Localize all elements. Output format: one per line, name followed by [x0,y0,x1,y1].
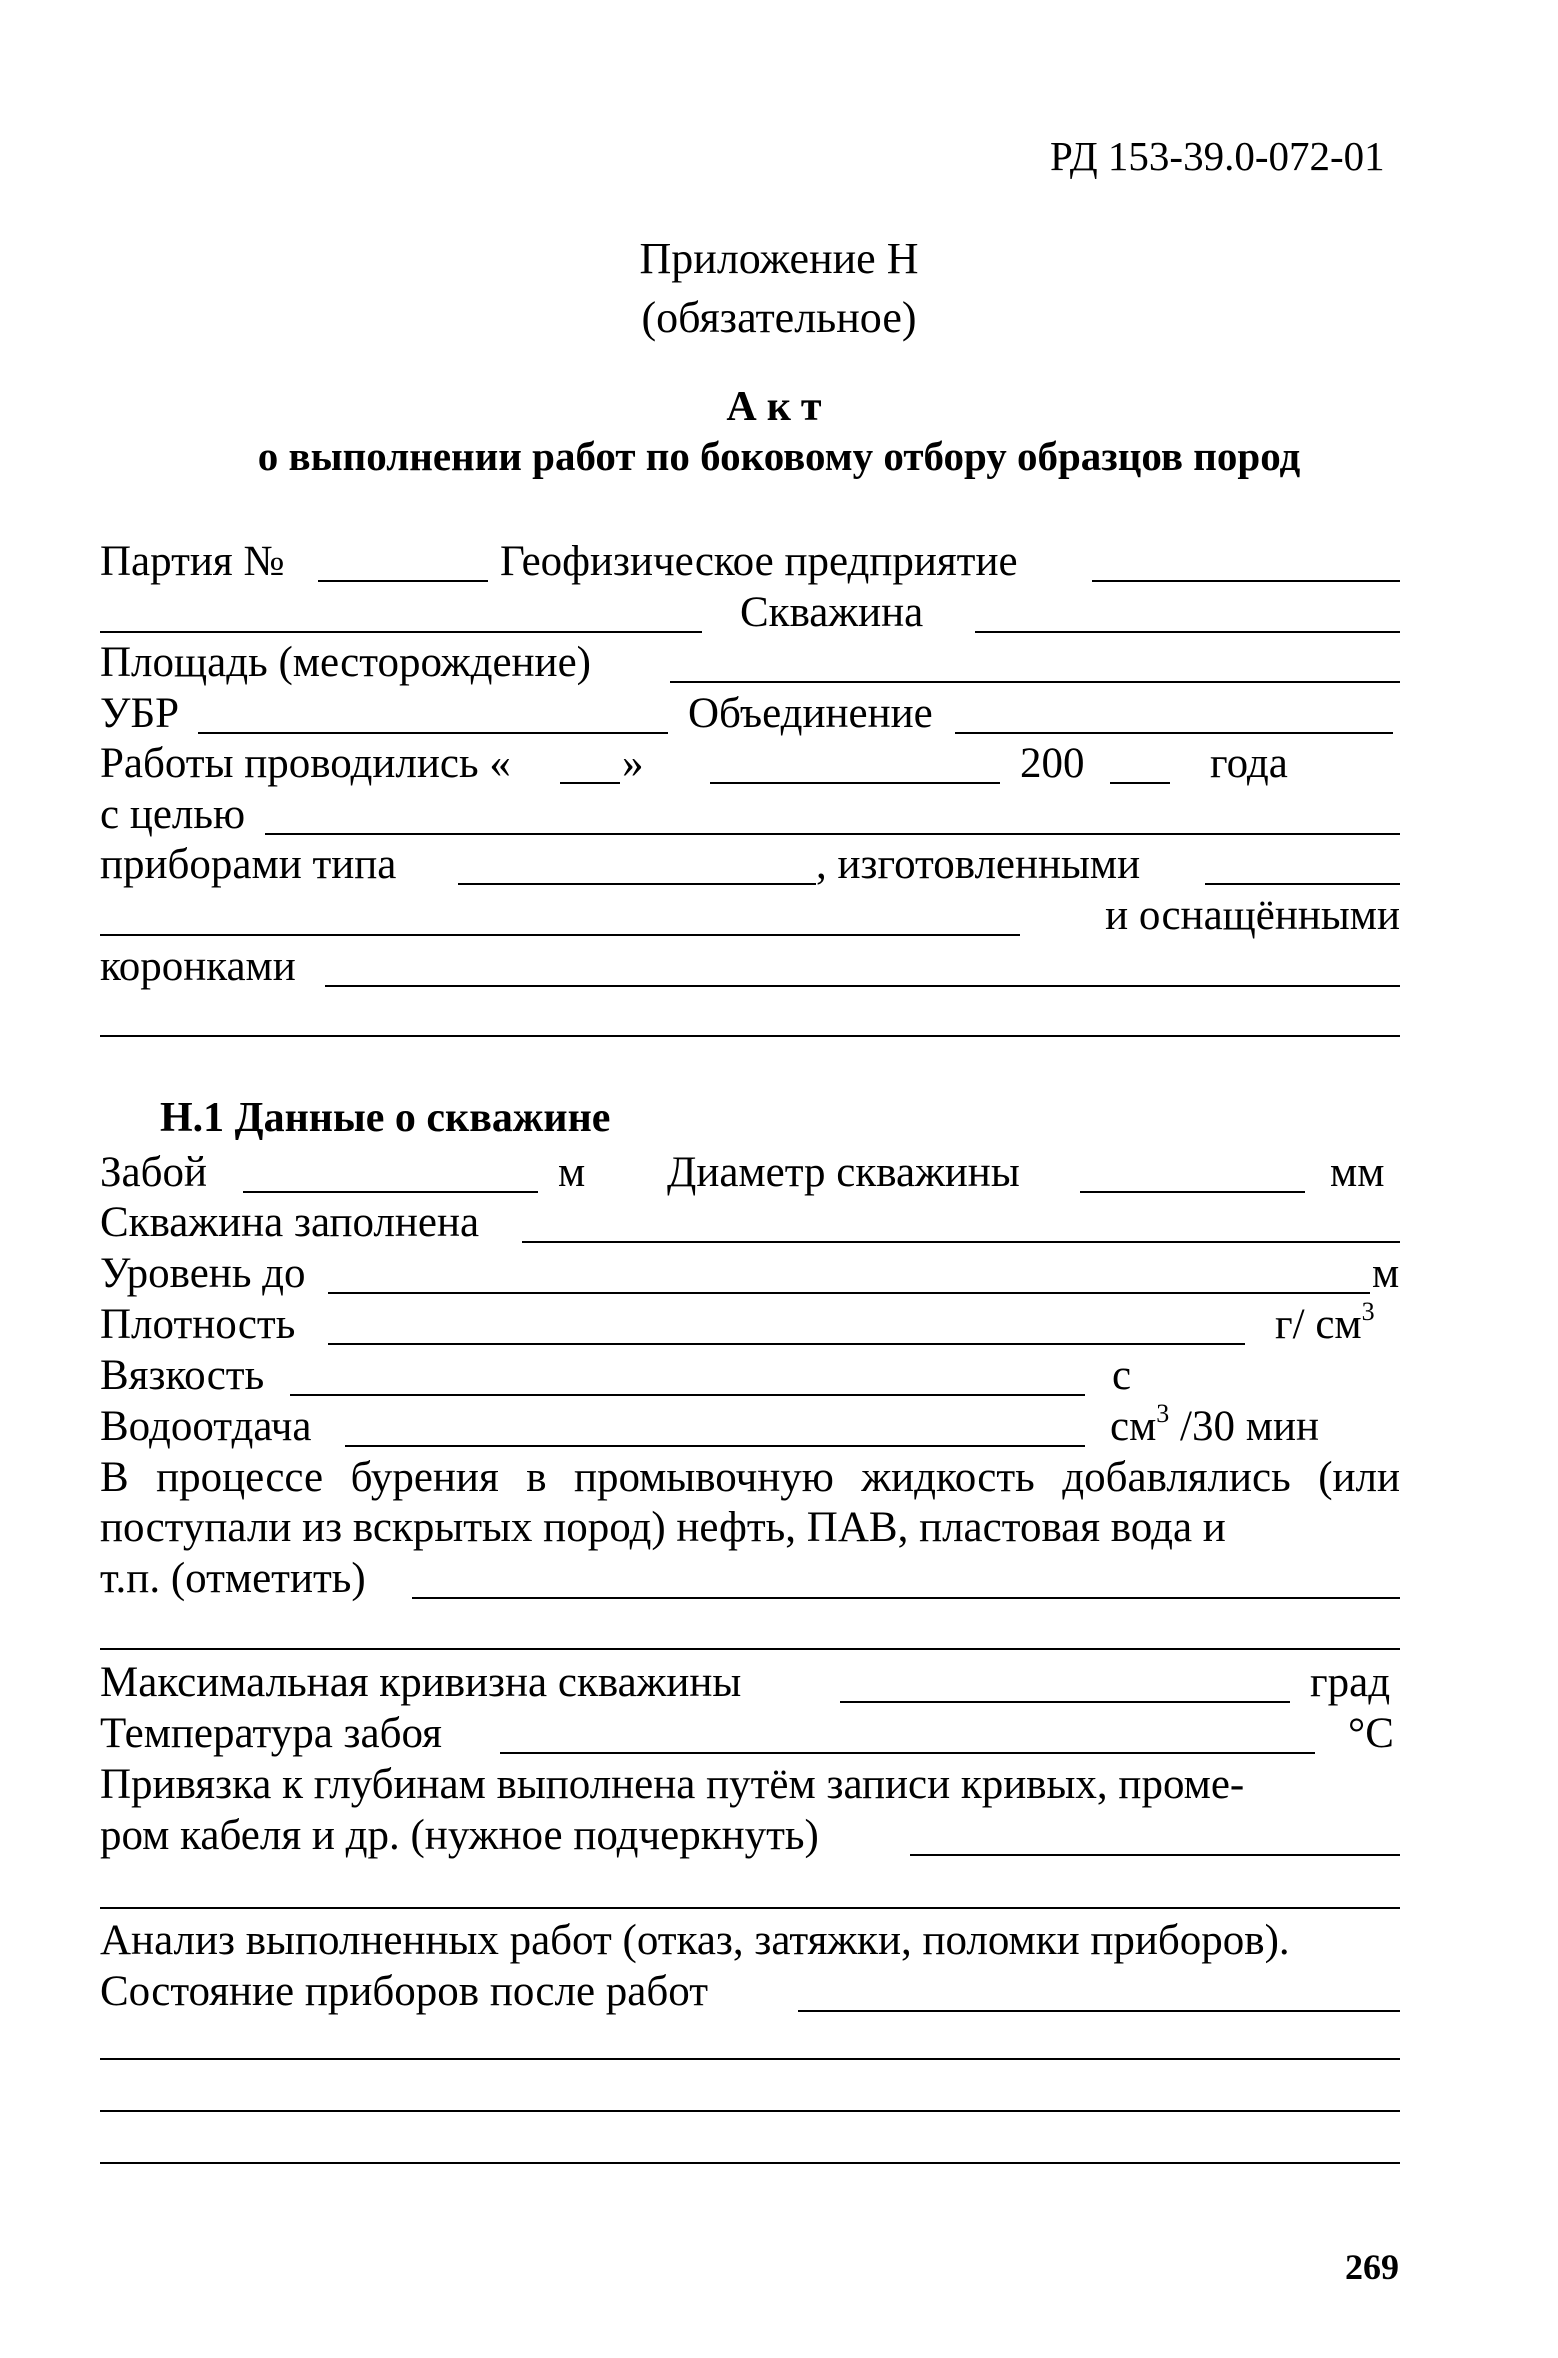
manufactured-label: , изготовленными [816,841,1141,888]
state-label: Состояние приборов после работ [100,1968,708,2015]
density-unit [1275,1297,1375,1349]
viscosity-label: Вязкость [100,1352,265,1399]
diameter-field[interactable] [1080,1191,1305,1193]
form-row-dates [100,739,1400,793]
density-unit-text: г/ см [1275,1301,1362,1348]
depth-paragraph: Привязка к глубинам выполнена путём записи кривых, проме- [100,1761,1245,1808]
level-field[interactable] [328,1292,1370,1294]
area-field[interactable] [670,681,1400,683]
unit-celsius: °С [1348,1710,1394,1757]
association-label: Объединение [688,690,933,737]
water-loss-unit-a: см [1110,1403,1157,1450]
unit-mm: мм [1330,1149,1385,1196]
year-label: года [1210,740,1288,787]
filled-field[interactable] [522,1241,1400,1243]
unit-m-level: м [1372,1250,1400,1297]
unit-m: м [558,1149,586,1196]
devices-field[interactable] [458,883,816,885]
water-loss-unit-exp: 3 [1156,1399,1170,1428]
analysis-line-1[interactable] [100,2058,1400,2060]
temperature-field[interactable] [500,1752,1315,1754]
filled-label: Скважина заполнена [100,1199,480,1246]
analysis-line-2[interactable] [100,2110,1400,2112]
quote-close: » [622,740,644,787]
form-row-equipped [100,891,1400,945]
form-row-devices [100,840,1400,894]
section-title: Н.1 Данные о скважине [160,1095,611,1141]
association-field[interactable] [955,732,1393,734]
enterprise-field[interactable] [1092,580,1400,582]
analysis-label: Анализ выполненных работ (отказ, затяжки, поломки приборов). [100,1917,1290,1964]
extra-blank-line[interactable] [100,1035,1400,1037]
works-label: Работы проводились « [100,740,511,787]
note-field[interactable] [412,1597,1400,1599]
ubr-field[interactable] [198,732,668,734]
well-label: Скважина [740,589,924,636]
water-loss-unit-b: /30 мин [1169,1403,1319,1450]
crowns-field[interactable] [325,985,1400,987]
depth-paragraph-2: ром кабеля и др. (нужное подчеркнуть) [100,1812,819,1859]
form-row-temperature [100,1709,1400,1763]
year-prefix: 200 [1020,740,1085,787]
form-row-depth [100,1811,1400,1865]
curvature-label: Максимальная кривизна скважины [100,1659,742,1706]
state-field[interactable] [798,2010,1400,2012]
crowns-label: коронками [100,943,296,990]
manufacturer-field-cont[interactable] [100,934,1020,936]
well-field[interactable] [975,631,1400,633]
form-row-ubr [100,689,1400,743]
form-row-analysis [100,1916,1400,1970]
note-label: т.п. (отметить) [100,1555,366,1602]
manufacturer-field[interactable] [1205,883,1400,885]
unit-deg: град [1310,1659,1391,1706]
drilling-paragraph: В процессе бурения в промывочную жидкость добавлялись (или поступали из вскрытых пород) нефть, ПАВ, пластовая вода и [100,1454,1400,1551]
density-unit-exp: 3 [1361,1297,1375,1326]
form-row-density [100,1297,1400,1354]
form-row-well [100,588,1400,642]
depth-field[interactable] [910,1854,1400,1856]
act-title: Акт [726,384,832,430]
page-number: 269 [1345,2247,1399,2287]
party-label: Партия № [100,538,285,585]
form-row-state [100,1967,1400,2021]
form-row-area [100,638,1400,692]
water-loss-label: Водоотдача [100,1403,312,1450]
density-label: Плотность [100,1301,296,1348]
temperature-label: Температура забоя [100,1710,442,1757]
ubr-label: УБР [100,690,180,737]
unit-s: с [1112,1352,1132,1399]
water-loss-unit [1110,1399,1319,1451]
form-row-level [100,1249,1400,1303]
form-row-note [100,1554,1400,1608]
form-row-party [100,537,1400,591]
purpose-field[interactable] [265,833,1400,835]
form-row-bottom [100,1148,1400,1202]
year-field[interactable] [1110,782,1170,784]
form-row-purpose [100,790,1400,844]
equipped-label: и оснащёнными [1105,892,1400,939]
water-loss-field[interactable] [345,1445,1085,1447]
diameter-label: Диаметр скважины [667,1149,1020,1196]
form-row-curvature [100,1658,1400,1712]
enterprise-label: Геофизическое предприятие [500,538,1018,585]
analysis-line-3[interactable] [100,2162,1400,2164]
month-field[interactable] [710,782,1000,784]
day-field[interactable] [560,782,620,784]
devices-label: приборами типа [100,841,397,888]
note-field-cont[interactable] [100,1648,1400,1650]
area-label: Площадь (месторождение) [100,639,591,686]
party-field[interactable] [318,580,488,582]
curvature-field[interactable] [840,1701,1290,1703]
form-row-water-loss [100,1399,1400,1456]
document-number: РД 153-39.0-072-01 [1050,133,1385,179]
appendix-subtitle: (обязательное) [641,293,917,342]
form-row-filled [100,1198,1400,1252]
viscosity-field[interactable] [290,1394,1085,1396]
enterprise-field-cont[interactable] [100,631,702,633]
level-label: Уровень до [100,1250,306,1297]
purpose-label: с целью [100,791,246,838]
form-row-viscosity [100,1351,1400,1405]
form-row-crowns [100,942,1400,996]
density-field[interactable] [328,1343,1245,1345]
appendix-title: Приложение Н [639,234,919,283]
bottom-label: Забой [100,1149,208,1196]
depth-field-cont[interactable] [100,1907,1400,1909]
bottom-field[interactable] [243,1191,538,1193]
act-subtitle: о выполнении работ по боковому отбору образцов пород [257,433,1301,479]
